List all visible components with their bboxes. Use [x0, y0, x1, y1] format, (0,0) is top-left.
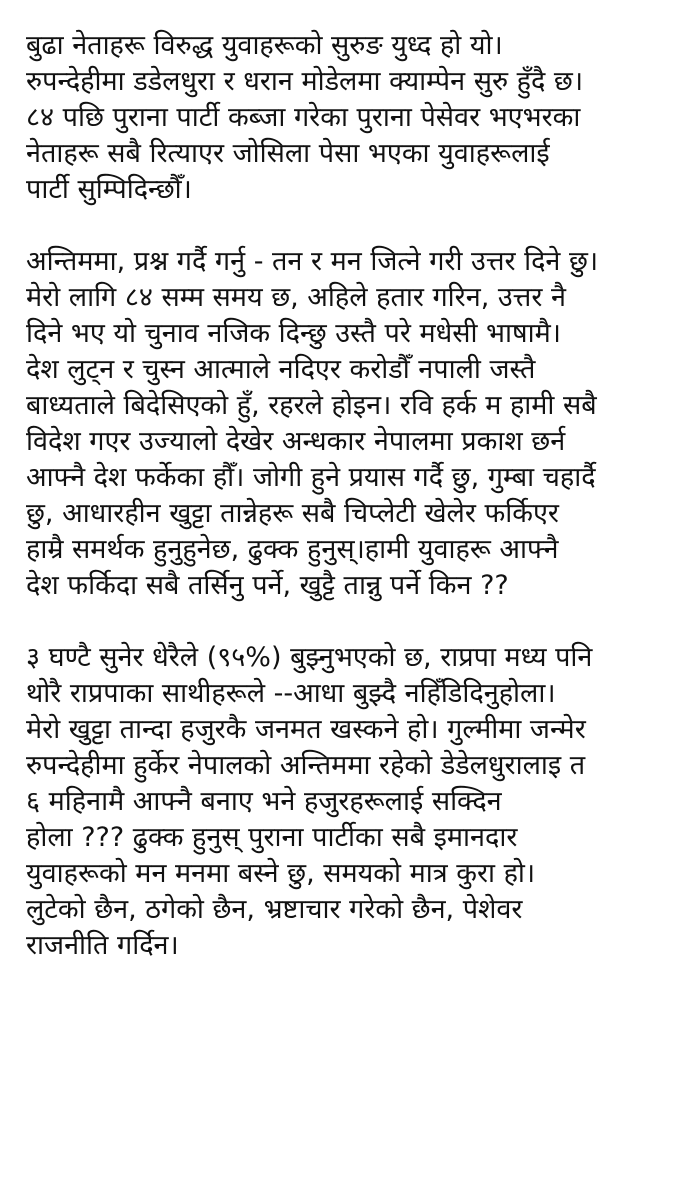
text-line: पार्टी सुम्पिदिन्छौँ। — [26, 174, 192, 205]
text-line: बाध्यताले बिदेसिएको हुँ, रहरले होइन। रवि हर्क म हामी सबै — [26, 390, 597, 421]
text-line: देश फर्किदा सबै तर्सिनु पर्ने, खुट्टै तान्नु पर्ने किन ?? — [26, 570, 509, 601]
text-line: देश लुट्न र चुस्न आत्माले नदिएर करोडौँ नपाली जस्तै — [26, 354, 536, 385]
text-line: ३ घण्टै सुनेर धेरैले (९५%) बुझ्नुभएको छ, राप्रपा मध्य पनि — [26, 642, 593, 673]
text-line: ६ महिनामै आफ्नै बनाए भने हजुरहरूलाई सक्दिन — [26, 786, 502, 817]
text-line: मेरो खुट्टा तान्दा हजुरकै जनमत खस्कने हो। गुल्मीमा जन्मेर — [26, 714, 586, 745]
text-line: दिने भए यो चुनाव नजिक दिन्छु उस्तै परे मधेसी भाषामै। — [26, 318, 561, 349]
text-line: ८४ पछि पुराना पार्टी कब्जा गरेका पुराना पेसेवर भएभरका — [26, 102, 581, 133]
text-line: होला ??? ढुक्क हुनुस् पुराना पार्टीका सबै इमानदार — [26, 822, 518, 853]
text-line: विदेश गएर उज्यालो देखेर अन्धकार नेपालमा प्रकाश छर्न — [26, 426, 566, 457]
text-line: लुटेको छैन, ठगेको छैन, भ्रष्टाचार गरेको छैन, पेशेवर — [26, 894, 523, 925]
paragraph-3 — [26, 640, 679, 964]
text-line: युवाहरूको मन मनमा बस्ने छु, समयको मात्र कुरा हो। — [26, 858, 536, 889]
text-line: मेरो लागि ८४ सम्म समय छ, अहिले हतार गरिन, उत्तर नै — [26, 282, 566, 313]
paragraph-1 — [26, 28, 679, 208]
paragraph-2 — [26, 244, 679, 604]
text-line: नेताहरू सबै रित्याएर जोसिला पेसा भएका युवाहरूलाई — [26, 138, 550, 169]
text-line: राजनीति गर्दिन। — [26, 930, 179, 961]
text-line: थोरै राप्रपाका साथीहरूले --आधा बुझ्दै नहिँडिदिनुहोला। — [26, 678, 556, 709]
text-line: रुपन्देहीमा डडेलधुरा र धरान मोडेलमा क्याम्पेन सुरु हुँदै छ। — [26, 66, 584, 97]
text-line: छु, आधारहीन खुट्टा तान्नेहरू सबै चिप्लेटी खेलेर फर्किएर — [26, 498, 559, 529]
text-line: आफ्नै देश फर्केका हौँ। जोगी हुने प्रयास गर्दै छु, गुम्बा चहार्दै — [26, 462, 596, 493]
text-line: अन्तिममा, प्रश्न गर्दै गर्नु - तन र मन जित्ने गरी उत्तर दिने छु। — [26, 246, 599, 277]
text-line: बुढा नेताहरू विरुद्ध युवाहरूको सुरुङ युध्द हो यो। — [26, 30, 503, 61]
text-line: हाम्रै समर्थक हुनुहुनेछ, ढुक्क हुनुस्।हामी युवाहरू आफ्नै — [26, 534, 559, 565]
text-line: रुपन्देहीमा हुर्केर नेपालको अन्तिममा रहेको डेडेलधुरालाइ त — [26, 750, 586, 781]
